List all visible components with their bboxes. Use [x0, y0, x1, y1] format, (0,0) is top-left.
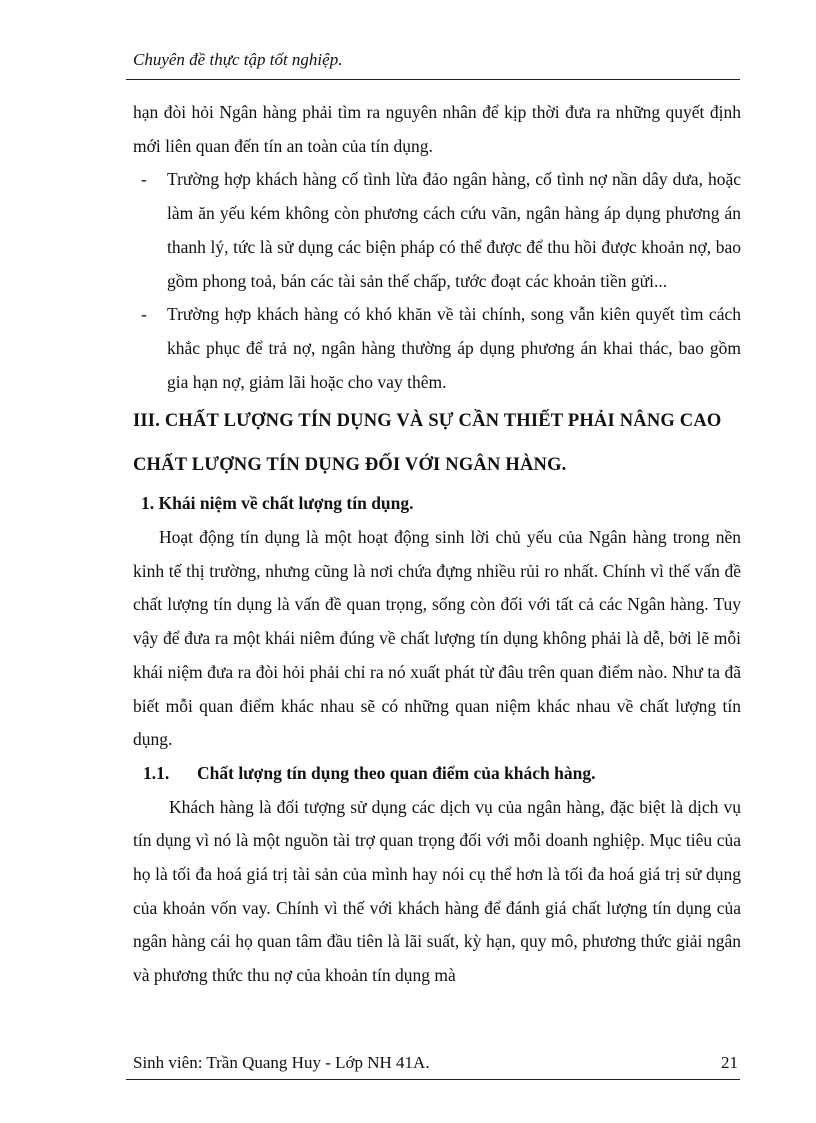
page-number: 21 [721, 1053, 738, 1072]
paragraph-continuation: hạn đòi hỏi Ngân hàng phải tìm ra nguyên nhân để kịp thời đưa ra những quyết định mới liên quan đến tín an toàn của tín dụng. [133, 102, 741, 156]
list-item-text: Trường hợp khách hàng có khó khăn về tài chính, song vẫn kiên quyết tìm cách khắc phục để trả nợ, ngân hàng thường áp dụng phương án khai thác, bao gồm gia hạn nợ, giảm lãi hoặc cho vay thêm. [167, 304, 741, 392]
list-item-text: Trường hợp khách hàng cố tình lừa đảo ngân hàng, cố tình nợ nần dây dưa, hoặc làm ăn yếu kém không còn phương cách cứu vãn, ngân hàng áp dụng phương án thanh lý, tức là sử dụng các biện pháp có thể được để thu hồi được khoản nợ, bao gồm phong toả, bán các tài sản thế chấp, tước đoạt các khoản tiền gửi... [167, 169, 741, 291]
list-dash: - [141, 169, 147, 190]
subsection-heading: 1. Khái niệm về chất lượng tín dụng. [141, 493, 414, 514]
page-header-title: Chuyên đề thực tập tốt nghiệp. [133, 50, 343, 69]
list-dash: - [141, 304, 147, 325]
header-divider [126, 79, 740, 80]
paragraph-customer-view: Khách hàng là đối tượng sử dụng các dịch vụ của ngân hàng, đặc biệt là dịch vụ tín dụng vì nó là một nguồn tài trợ quan trọng đối với mỗi doanh nghiệp. Mục tiêu của họ là tối đa hoá giá trị tài sản của mình hay nói cụ thể hơn là tối đa hoá giá trị sử dụng của khoản vốn vay. Chính vì thế với khách hàng để đánh giá chất lượng tín dụng của ngân hàng cái họ quan tâm đầu tiên là lãi suất, kỳ hạn, quy mô, phương thức giải ngân và phương thức thu nợ của khoản tín dụng mà [133, 796, 741, 986]
list-item [133, 163, 741, 298]
subsubsection-title: Chất lượng tín dụng theo quan điểm của khách hàng. [197, 762, 596, 783]
page-body [133, 96, 741, 993]
paragraph-concept: Hoạt động tín dụng là một hoạt động sinh lời chủ yếu của Ngân hàng trong nền kinh tế thị trường, nhưng cũng là nơi chứa đựng nhiều rủi ro nhất. Chính vì thế vấn đề chất lượng tín dụng là vấn đề quan trọng, sống còn đối với tất cả các Ngân hàng. Tuy vậy để đưa ra một khái niêm đúng về chất lượng tín dụng không phải là dễ, bởi lẽ mỗi khái niệm đưa ra đòi hỏi phải chỉ ra nó xuất phát từ đâu trên quan điểm nào. Như ta đã biết mỗi quan điểm khác nhau sẽ có những quan niệm khác nhau về chất lượng tín dụng. [133, 527, 741, 750]
list-item [133, 298, 741, 399]
section-heading [133, 399, 741, 487]
section-heading-line-1: III. CHẤT LƯỢNG TÍN DỤNG VÀ SỰ CẦN THIẾT PHẢI NÂNG CAO [133, 411, 722, 432]
section-heading-line-2: CHẤT LƯỢNG TÍN DỤNG ĐỐI VỚI NGÂN HÀNG. [133, 455, 567, 476]
subsubsection-heading [133, 757, 741, 791]
subsubsection-number: 1.1. [143, 762, 170, 783]
footer-divider [126, 1079, 740, 1080]
footer-student: Sinh viên: Trần Quang Huy - Lớp NH 41A. [133, 1053, 430, 1072]
